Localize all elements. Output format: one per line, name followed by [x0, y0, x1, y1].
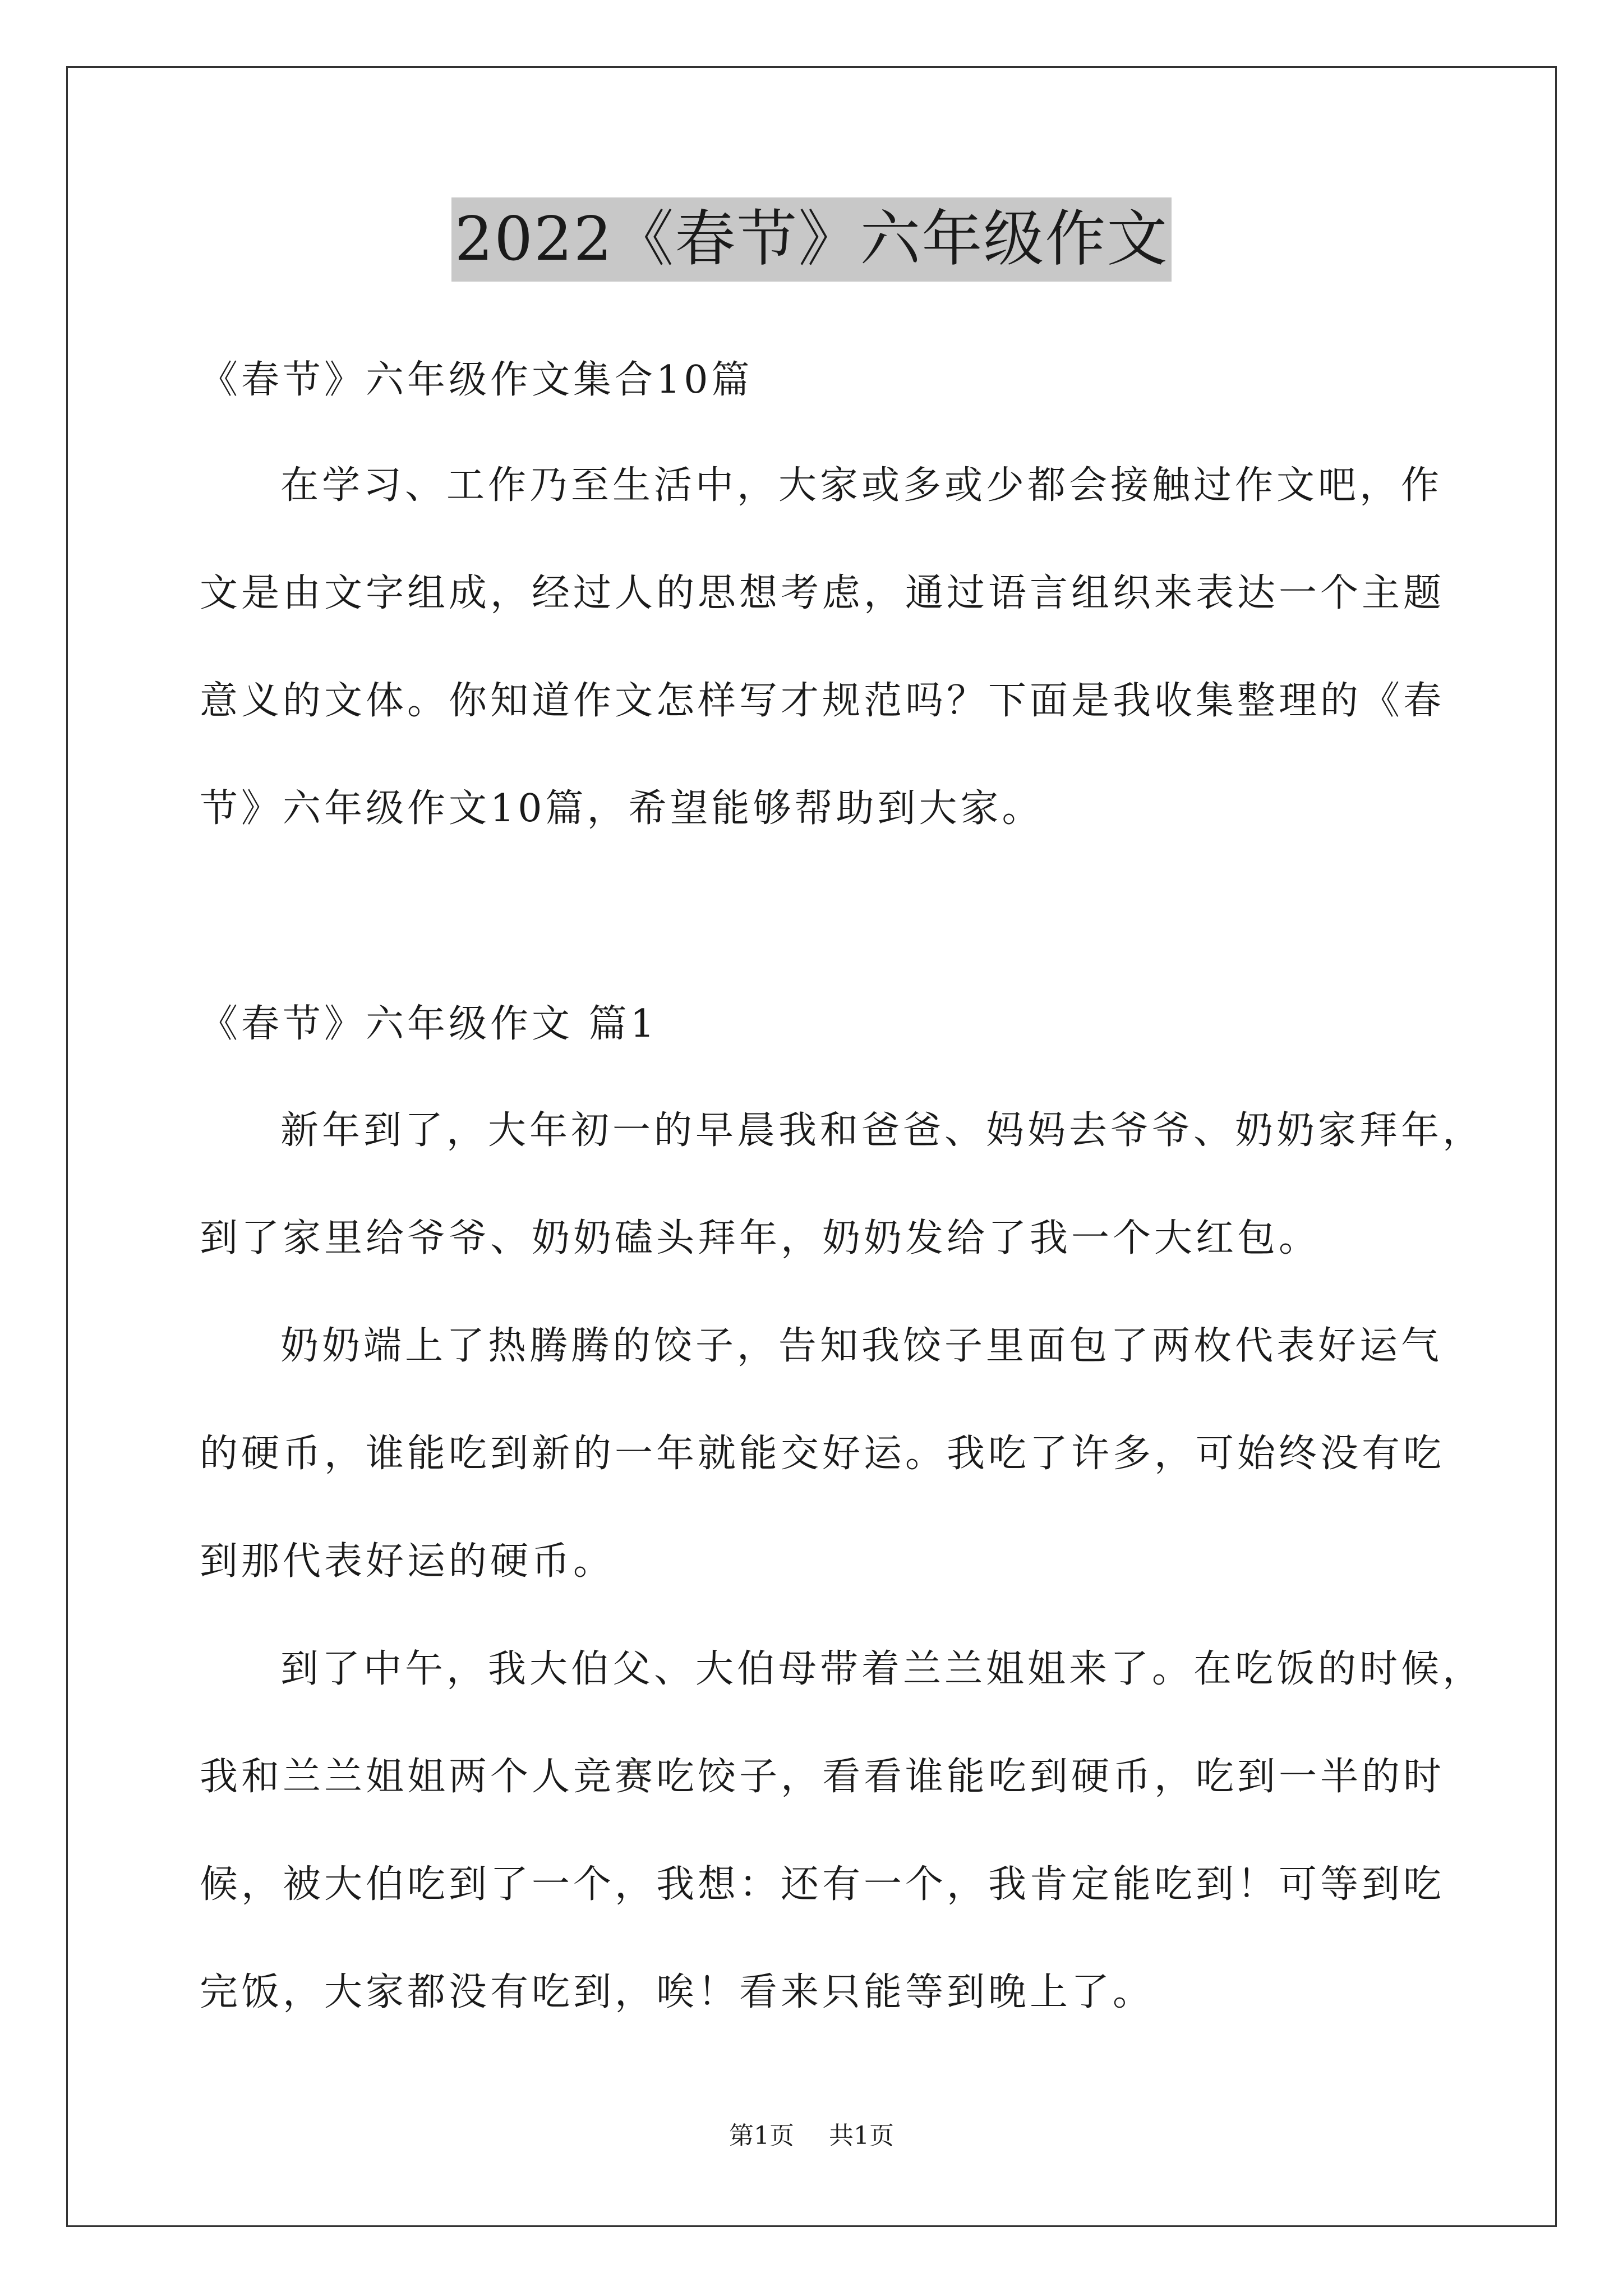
- intro-line: 在学习、工作乃至生活中，大家或多或少都会接触过作文吧，作: [280, 463, 1443, 508]
- page-number-label: 第1页: [729, 2122, 794, 2150]
- paragraph-line: 完饭，大家都没有吃到，唉！看来只能等到晚上了。: [200, 1970, 1155, 2014]
- intro-line: 文是由文字组成，经过人的思想考虑，通过语言组织来表达一个主题: [200, 571, 1445, 615]
- paragraph-line: 新年到了，大年初一的早晨我和爸爸、妈妈去爷爷、奶奶家拜年，: [280, 1108, 1484, 1153]
- page-footer: [0, 2119, 1623, 2153]
- document-title: 2022《春节》六年级作文: [451, 197, 1172, 282]
- paragraph-line: 到那代表好运的硬币。: [200, 1539, 615, 1584]
- paragraph-line: 到了中午，我大伯父、大伯母带着兰兰姐姐来了。在吃饭的时候，: [280, 1647, 1484, 1691]
- section-heading: 《春节》六年级作文 篇1: [200, 1002, 658, 1046]
- intro-line: 节》六年级作文10篇，希望能够帮助到大家。: [200, 786, 1044, 831]
- document-subtitle: 《春节》六年级作文集合10篇: [200, 358, 753, 402]
- paragraph-line: 奶奶端上了热腾腾的饺子，告知我饺子里面包了两枚代表好运气: [280, 1324, 1443, 1368]
- paragraph-line: 的硬币，谁能吃到新的一年就能交好运。我吃了许多，可始终没有吃: [200, 1432, 1445, 1476]
- paragraph-line: 到了家里给爷爷、奶奶磕头拜年，奶奶发给了我一个大红包。: [200, 1216, 1321, 1260]
- paragraph-line: 我和兰兰姐姐两个人竞赛吃饺子，看看谁能吃到硬币，吃到一半的时: [200, 1755, 1445, 1799]
- page-total-label: 共1页: [829, 2122, 894, 2150]
- title-container: [0, 197, 1623, 282]
- paragraph-line: 候，被大伯吃到了一个，我想：还有一个，我肯定能吃到！可等到吃: [200, 1862, 1445, 1907]
- intro-line: 意义的文体。你知道作文怎样写才规范吗？下面是我收集整理的《春: [200, 679, 1445, 723]
